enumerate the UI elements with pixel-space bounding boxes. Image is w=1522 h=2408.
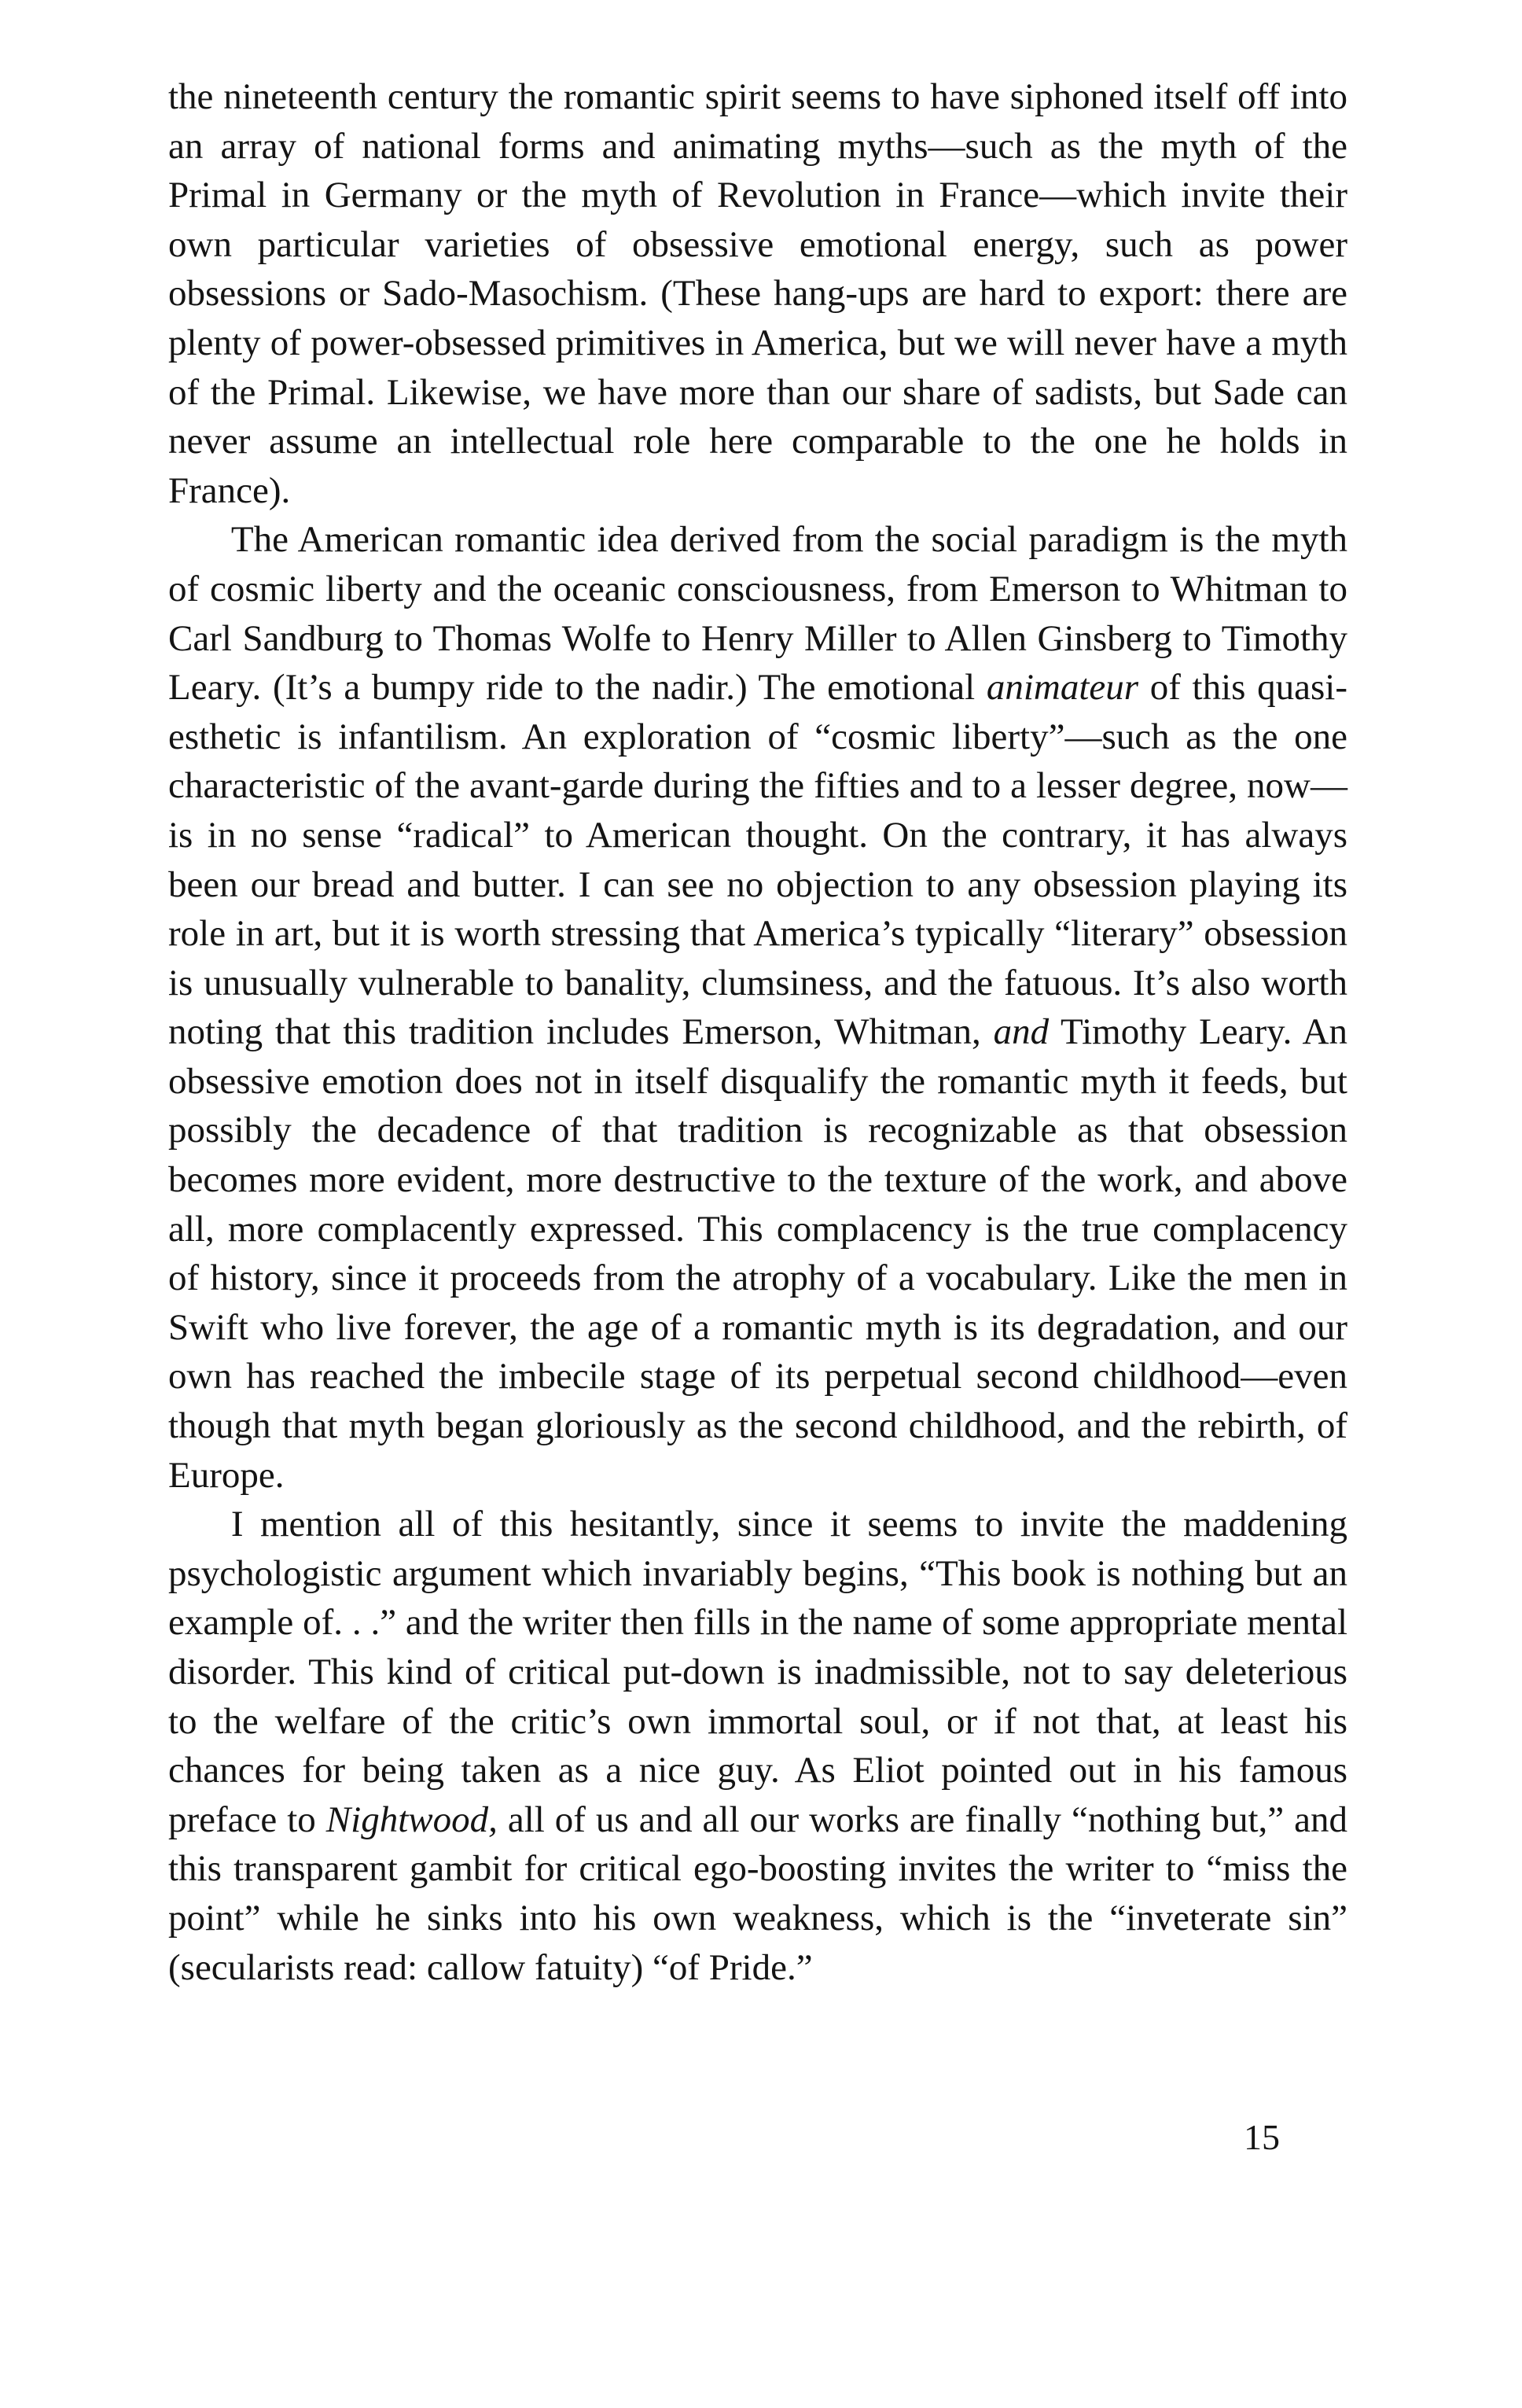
italic-animateur: animateur <box>986 667 1139 709</box>
page-number: 15 <box>1244 2117 1280 2157</box>
paragraph-3-text-b: all of us and all our works are finally “nothing but,” and this transparent gambit for critical ego-boosting invites the writer to “miss the point” while he sinks into his own weakness, which is the “inveterate sin” (secularists read: callow fatuity) “of Pride.” <box>168 1799 1348 1988</box>
paragraph-3 <box>168 1500 1347 1992</box>
paragraph-2-text-b: of this quasi-esthetic is infantilism. An exploration of “cosmic liberty”—such as the one characteristic of the avant-garde during the fifties and to a lesser degree, now—is in no sense “radical” to American thought. On the contrary, it has always been our bread and butter. I can see no objection to any obsession playing its role in art, but it is worth stressing that America’s typically “literary” obsession is unusually vulnerable to banality, clumsiness, and the fatuous. It’s also worth noting that this tradition includes Emerson, Whitman, <box>168 667 1348 1053</box>
paragraph-2-text-c: Timothy Leary. An obsessive emotion does not in itself disqualify the romantic myth it feeds, but possibly the decadence of that tradition is recognizable as that obsession becomes more evident, more destructive to the texture of the work, and above all, more complacently expressed. This complacency is the true complacency of history, since it proceeds from the atrophy of a vocabulary. Like the men in Swift who live forever, the age of a romantic myth is its degradation, and our own has reached the imbecile stage of its perpetual second childhood—even though that myth began gloriously as the second childhood, and the rebirth, of Europe. <box>168 1011 1348 1496</box>
paragraph-1: the nineteenth century the romantic spirit seems to have siphoned itself off into an array of national forms and animating myths—such as the myth of the Primal in Germany or the myth of Revolution in France—which invite their own particular varieties of obsessive emotional energy, such as power obsessions or Sado-Masochism. (These hang-ups are hard to export: there are plenty of power-obsessed primitives in America, but we will never have a myth of the Primal. Likewise, we have more than our share of sadists, but Sade can never assume an intellectual role here comparable to the one he holds in France). <box>168 76 1347 511</box>
paragraph-2 <box>168 515 1347 1500</box>
italic-and: and <box>993 1011 1050 1053</box>
italic-nightwood: Nightwood, <box>325 1799 498 1840</box>
paragraph-2-text-a: The American romantic idea derived from the social paradigm is the myth of cosmic liberty and the oceanic consciousness, from Emerson to Whitman to Carl Sandburg to Thomas Wolfe to Henry Miller to Allen Ginsberg to Timothy Leary. (It’s a bumpy ride to the nadir.) The emotional <box>168 519 1347 709</box>
paragraph-3-text-a: I mention all of this hesitantly, since it seems to invite the maddening psychologistic argument which invariably begins, “This book is nothing but an example of. . .” and the writer then fills in the name of some appropriate mental disorder. This kind of critical put-down is inadmissible, not to say deleterious to the welfare of the critic’s own immortal soul, or if not that, at least his chances for being taken as a nice guy. As Eliot pointed out in his famous preface to <box>168 1504 1347 1840</box>
body-text <box>168 72 1347 1992</box>
